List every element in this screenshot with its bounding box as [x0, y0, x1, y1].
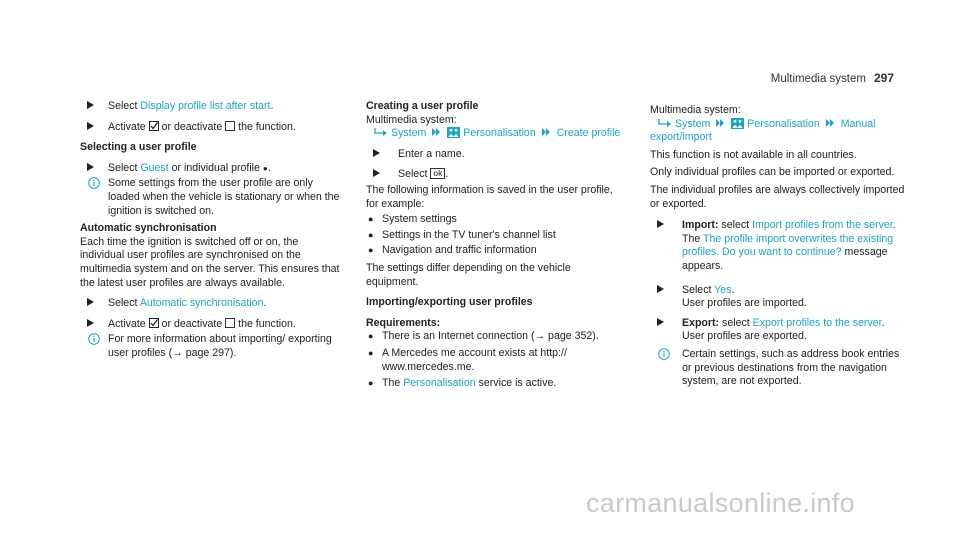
- nav-system[interactable]: System: [675, 117, 711, 130]
- nav-personalisation[interactable]: Personalisation: [747, 117, 820, 130]
- info-icon: [88, 177, 100, 189]
- step-arrow-icon: [80, 121, 106, 135]
- personalisation-icon: [731, 118, 744, 129]
- paragraph-automatic-sync: Each time the ignition is switched off or on, the individual user profiles are synchronised on the multimedia system and on the server. This ensures that the latest user profiles are always available.: [80, 235, 340, 289]
- personalisation-icon: [447, 127, 460, 138]
- link-guest[interactable]: Guest: [140, 161, 169, 174]
- step-select-auto-sync: Select Automatic synchronisation.: [80, 297, 342, 311]
- step-import: Import: select Import profiles from the server. The The profile import overwrites the existing profiles. Do you want to continue? message appears.: [650, 219, 910, 273]
- heading-creating-user-profile: Creating a user profile: [366, 100, 479, 112]
- step-arrow-icon: [650, 284, 676, 298]
- nav-path-create: [366, 127, 624, 141]
- ok-button[interactable]: ok: [430, 168, 445, 179]
- paragraph-not-available: This function is not available in all countries.: [650, 148, 857, 161]
- step-arrow-icon: [80, 318, 106, 332]
- step-arrow-icon: [80, 162, 106, 176]
- checkbox-checked-icon: [149, 318, 159, 328]
- bullet-dot-icon: ●: [368, 229, 374, 240]
- nav-start-icon: [374, 128, 388, 137]
- nav-system[interactable]: System: [391, 127, 427, 140]
- step-select-ok: Select ok .: [366, 168, 624, 182]
- bullet-dot-icon: ●: [368, 245, 374, 256]
- double-chevron-icon: [826, 119, 835, 127]
- heading-automatic-synchronisation: Automatic synchronisation: [80, 222, 217, 235]
- link-automatic-sync[interactable]: Automatic synchronisation: [139, 297, 264, 310]
- link-export-profiles[interactable]: Export profiles to the server: [752, 316, 882, 329]
- step-arrow-icon: [80, 100, 106, 114]
- bullet-item: ● Settings in the TV tuner's channel list: [368, 228, 556, 241]
- paragraph-individual-profiles: Only individual profiles can be imported or exported.: [650, 166, 895, 179]
- double-chevron-icon: [432, 128, 441, 136]
- requirement-item: ● There is an Internet connection (→ page 352).: [368, 330, 599, 343]
- multimedia-label: Multimedia system:: [366, 113, 457, 126]
- bullet-item: ● System settings: [368, 213, 457, 226]
- step-arrow-icon: [80, 297, 106, 311]
- requirement-item: ● A Mercedes me account exists at http:// www.mercedes.me.: [368, 346, 567, 373]
- bullet-dot-icon: ●: [368, 378, 374, 389]
- step-select-yes: Select Yes. User profiles are imported.: [650, 284, 910, 311]
- double-chevron-icon: [716, 119, 725, 127]
- page-number: 297: [873, 71, 894, 85]
- info-note-1: Some settings from the user profile are only loaded when the vehicle is stationary or when the ignition is switched on.: [80, 177, 342, 218]
- info-note-2: For more information about importing/ exporting user profiles (→ page 297).: [80, 333, 342, 360]
- nav-start-icon: [658, 119, 672, 128]
- checkbox-empty-icon: [225, 121, 235, 131]
- step-select-guest: Select Guest or individual profile ●.: [80, 162, 342, 176]
- step-export: Export: select Export profiles to the server. User profiles are exported.: [650, 317, 910, 344]
- info-icon: [88, 333, 100, 345]
- step-activate-2: Activate or deactivate the function.: [80, 318, 342, 332]
- double-chevron-icon: [542, 128, 551, 136]
- paragraph-saved-info: The following information is saved in the user profile, for example:: [366, 183, 613, 210]
- link-yes[interactable]: Yes: [714, 283, 732, 296]
- nav-personalisation[interactable]: Personalisation: [463, 127, 536, 140]
- step-arrow-icon: [366, 148, 392, 162]
- heading-requirements: Requirements:: [366, 316, 441, 329]
- message-import-overwrite: The profile import overwrites the existing profiles. Do you want to continue?: [682, 232, 894, 259]
- link-import-profiles[interactable]: Import profiles from the server: [752, 219, 893, 232]
- heading-selecting-user-profile: Selecting a user profile: [80, 141, 197, 154]
- column-1: [80, 100, 342, 367]
- step-activate-1: Activate or deactivate the function.: [80, 121, 342, 135]
- bullet-dot-icon: ●: [368, 331, 374, 342]
- info-note-3: Certain settings, such as address book entries or previous destinations from the navigation system, are not exported.: [650, 348, 910, 389]
- bullet-dot-icon: ●: [368, 214, 374, 225]
- heading-import-export: Importing/exporting user profiles: [366, 296, 533, 309]
- column-2: [366, 100, 624, 397]
- nav-create-profile[interactable]: Create profile: [556, 127, 621, 140]
- header-title: Multimedia system: [770, 73, 866, 85]
- bullet-item: ● Navigation and traffic information: [368, 244, 537, 257]
- nav-path-manual: [650, 118, 910, 145]
- checkbox-checked-icon: [149, 121, 159, 131]
- requirement-item: ● The Personalisation service is active.: [368, 377, 557, 390]
- step-arrow-icon: [366, 168, 392, 182]
- step-arrow-icon: [650, 219, 676, 233]
- page-header: [771, 72, 894, 87]
- nav-manual-export-import[interactable]: Manual export/import: [650, 117, 876, 144]
- link-display-profile-list[interactable]: Display profile list after start: [140, 100, 271, 112]
- step-arrow-icon: [650, 317, 676, 331]
- radio-selected-icon: ●: [262, 163, 268, 173]
- checkbox-empty-icon: [225, 318, 235, 328]
- paragraph-collectively: The individual profiles are always collectively imported or exported.: [650, 183, 905, 210]
- watermark: carmanualsonline.info: [586, 488, 855, 518]
- step-display-profile-list: Select Display profile list after start.: [80, 100, 342, 114]
- step-enter-name: Enter a name.: [366, 148, 624, 162]
- column-3: [650, 100, 910, 395]
- bullet-dot-icon: ●: [368, 347, 374, 358]
- info-icon: [658, 348, 670, 360]
- multimedia-label: Multimedia system:: [650, 104, 741, 116]
- paragraph-settings-differ: The settings differ depending on the vehicle equipment.: [366, 261, 571, 288]
- link-personalisation-service[interactable]: Personalisation: [403, 377, 476, 390]
